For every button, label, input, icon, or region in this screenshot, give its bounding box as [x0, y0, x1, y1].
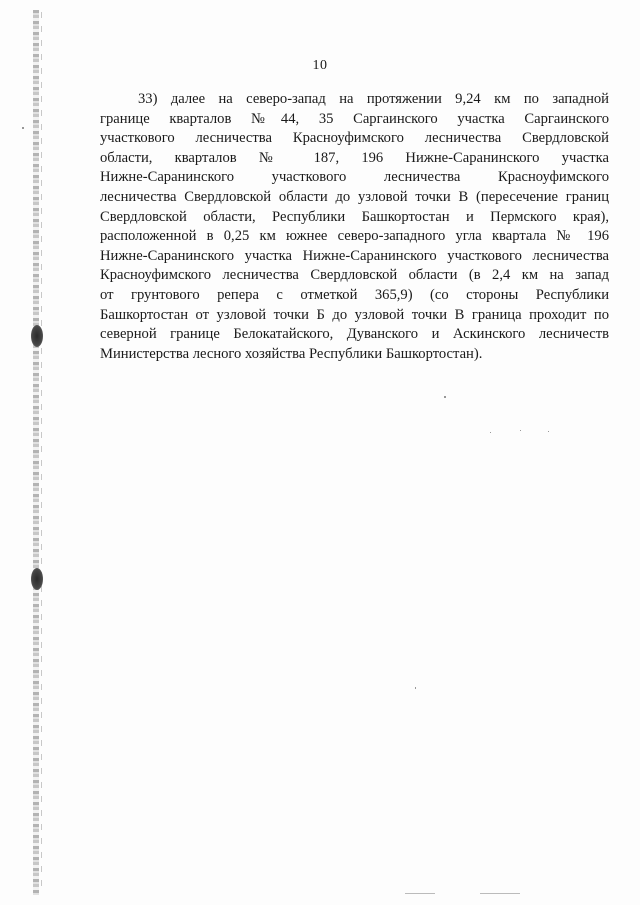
paragraph-line: расположенной в 0,25 км южнее северо-западного угла квартала № 196	[100, 228, 609, 245]
scan-speck	[520, 430, 521, 431]
paragraph-line: от грунтового репера с отметкой 365,9) (со стороны Республики	[100, 286, 609, 303]
scan-speck	[415, 687, 416, 689]
paragraph-line: границе кварталов №44, 35 Саргаинского участка Саргаинского	[100, 110, 609, 127]
punch-hole-mark	[31, 568, 43, 590]
scan-speck	[22, 127, 24, 129]
scan-binding-edge	[33, 10, 39, 895]
paragraph-line: Нижне-Саранинского участка Нижне-Саранинского участкового лесничества	[100, 247, 609, 264]
paragraph-line: Башкортостан от узловой точки Б до узловой точки В граница проходит по	[100, 306, 609, 323]
scan-speck	[548, 431, 549, 432]
body-paragraph	[100, 90, 609, 364]
paragraph-line: участкового лесничества Красноуфимского лесничества Свердловской	[100, 130, 609, 147]
paragraph-line: северной границе Белокатайского, Дуванского и Аскинского лесничеств	[100, 326, 609, 343]
paragraph-line: 33) далее на северо-запад на протяжении 9,24 км по западной	[138, 91, 609, 107]
page-number: 10	[312, 58, 328, 73]
paragraph-line: области, кварталов № 187, 196 Нижне-Саранинского участка	[100, 149, 609, 166]
punch-hole-mark	[31, 325, 43, 347]
paragraph-line: Нижне-Саранинского участкового лесничества Красноуфимского	[100, 169, 609, 186]
paragraph-line: Свердловской области, Республики Башкортостан и Пермского края),	[100, 208, 609, 225]
paragraph-line: Министерства лесного хозяйства Республики Башкортостан).	[100, 345, 483, 362]
scan-binding-line	[41, 12, 42, 892]
scan-speck	[490, 432, 491, 433]
scan-speck	[444, 396, 446, 398]
scan-speck	[405, 893, 435, 894]
scan-speck	[480, 893, 520, 894]
paragraph-line: Красноуфимского лесничества Свердловской области (в 2,4 км на запад	[100, 267, 609, 284]
paragraph-line: лесничества Свердловской области до узловой точки В (пересечение границ	[100, 188, 609, 205]
